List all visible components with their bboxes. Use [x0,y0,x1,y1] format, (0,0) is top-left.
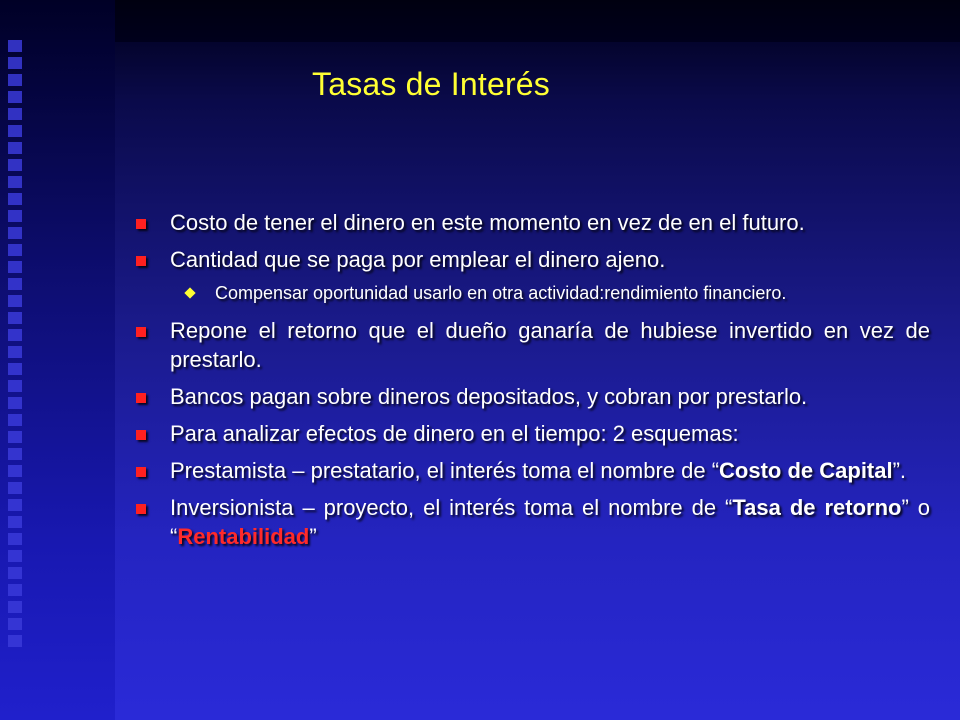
bullet-text-pre: Inversionista – proyecto, el interés toma el nombre de “ [170,495,733,520]
square-bullet-icon [136,504,146,514]
slide-title: Tasas de Interés [312,66,550,102]
bullet-text: Costo de tener el dinero en este momento en vez de en el futuro. [170,210,805,235]
slide-content [130,208,930,559]
bullet-item [130,382,930,411]
bullet-text: Bancos pagan sobre dineros depositados, y cobran por prestarlo. [170,384,808,409]
square-bullet-icon [136,393,146,403]
diamond-bullet-icon [184,287,195,298]
bullet-item [130,245,930,274]
square-bullet-icon [136,430,146,440]
bullet-text: Cantidad que se paga por emplear el dinero ajeno. [170,247,666,272]
term-rentabilidad: Rentabilidad [177,524,310,549]
bullet-item [130,419,930,448]
bullet-text-pre: Prestamista – prestatario, el interés toma el nombre de “ [170,458,720,483]
term-tasa-de-retorno: Tasa de retorno [732,495,902,520]
bullet-item [130,208,930,237]
sub-bullet-item [130,280,930,306]
square-pattern [8,40,24,647]
bullet-text: Para analizar efectos de dinero en el tiempo: 2 esquemas: [170,421,739,446]
sub-bullet-text: Compensar oportunidad usarlo en otra actividad:rendimiento financiero. [215,283,787,303]
bullet-item [130,456,930,485]
square-bullet-icon [136,467,146,477]
square-bullet-icon [136,219,146,229]
square-bullet-icon [136,256,146,266]
bullet-text: Repone el retorno que el dueño ganaría de hubiese invertido en vez de prestarlo. [170,318,930,372]
top-decor-band [115,0,960,42]
square-bullet-icon [136,327,146,337]
bullet-text-mid: ” o “ [170,495,930,549]
bullet-text-post: ” [309,524,317,549]
bullet-item [130,316,930,374]
bullet-text-post: ”. [892,458,907,483]
term-costo-de-capital: Costo de Capital [719,458,893,483]
bullet-item [130,493,930,551]
